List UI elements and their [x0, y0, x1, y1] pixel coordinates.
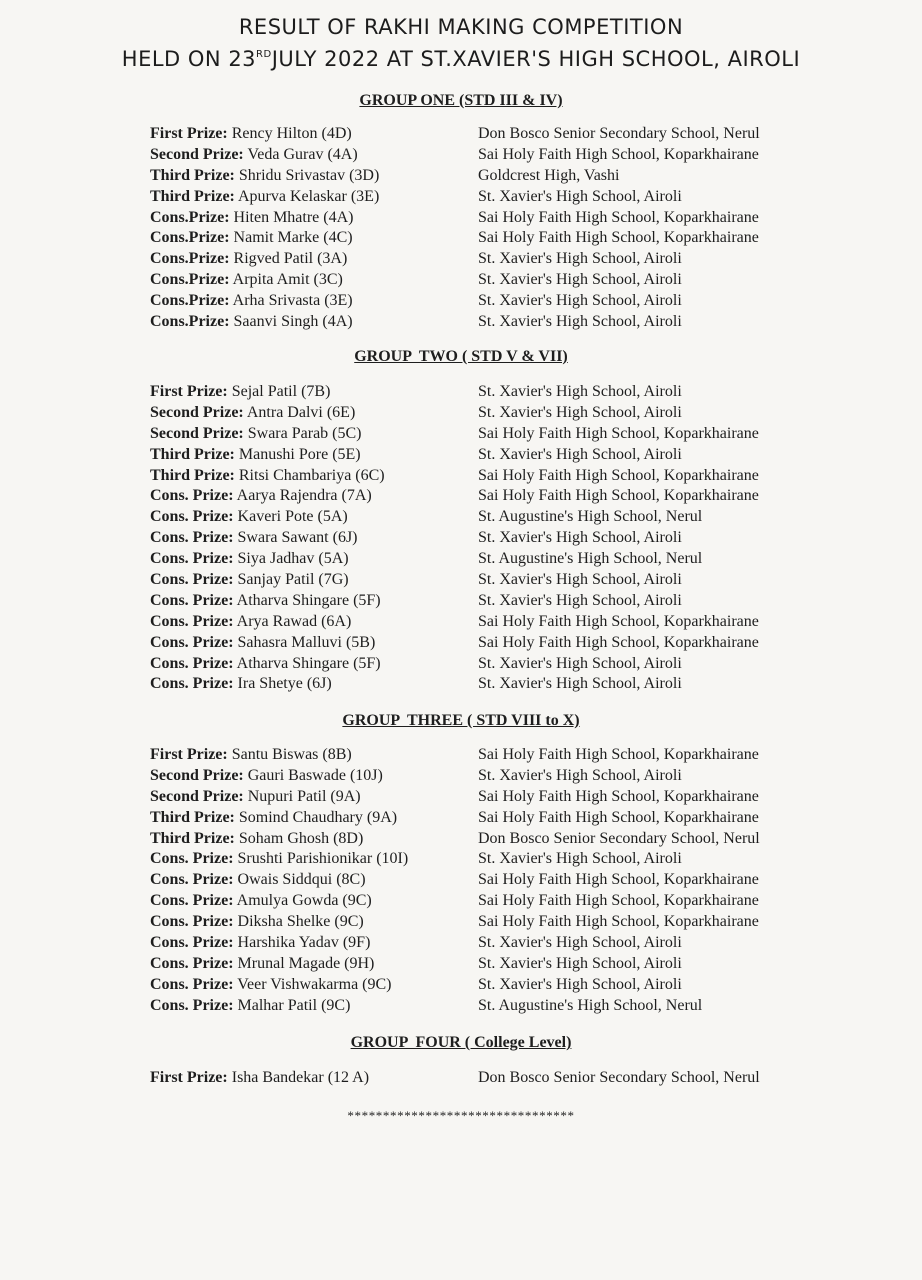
prize-label: Cons. Prize:: [150, 850, 234, 868]
result-row: [0, 870, 922, 891]
school-name: Sai Holy Faith High School, Koparkhairane: [478, 424, 759, 442]
prize-label: Cons. Prize:: [150, 550, 234, 568]
result-row: [0, 933, 922, 954]
result-row: [0, 291, 922, 312]
school-name: St. Xavier's High School, Airoli: [478, 271, 682, 289]
winner: [150, 486, 372, 507]
school-name: Sai Holy Faith High School, Koparkhairane: [478, 487, 759, 505]
winner: [150, 228, 353, 249]
school-name: St. Xavier's High School, Airoli: [478, 383, 682, 400]
group-one-heading: GROUP ONE (STD III & IV): [359, 92, 563, 109]
winner-name: Kaveri Pote (5A): [237, 508, 348, 526]
winner-name: Somind Chaudhary (9A): [238, 808, 398, 826]
winner-name: Owais Siddqui (8C): [237, 871, 366, 889]
winner-name: Rigved Patil (3A): [233, 250, 348, 268]
winner-name: Rency Hilton (4D): [231, 125, 352, 142]
result-row: [0, 745, 922, 766]
winner: [150, 870, 366, 891]
winner: [150, 849, 408, 870]
winner-name: Soham Ghosh (8D): [238, 829, 364, 847]
winner-name: Diksha Shelke (9C): [237, 913, 364, 931]
winner: [150, 187, 379, 208]
group-three-list: [0, 745, 922, 1017]
group-four-list: [0, 1068, 922, 1089]
group-three-heading: GROUP THREE ( STD VIII to X): [342, 712, 580, 729]
winner: [150, 674, 332, 695]
winner: [150, 829, 363, 850]
winner: [150, 912, 364, 933]
result-row: [0, 549, 922, 570]
result-row: [0, 270, 922, 291]
title-line-2-suffix: JULY 2022 AT ST.XAVIER'S HIGH SCHOOL, AIROLI: [271, 47, 801, 71]
prize-label: First Prize:: [150, 1069, 228, 1086]
prize-label: Cons. Prize:: [150, 571, 234, 589]
school-name: St. Xavier's High School, Airoli: [478, 934, 682, 952]
winner: [150, 745, 352, 766]
prize-label: Third Prize:: [150, 808, 235, 826]
winner-name: Sejal Patil (7B): [231, 383, 331, 400]
school-name: St. Xavier's High School, Airoli: [478, 766, 682, 784]
result-row: [0, 166, 922, 187]
prize-label: First Prize:: [150, 125, 228, 142]
title-line-2: [0, 47, 922, 71]
school-name: Don Bosco Senior Secondary School, Nerul: [478, 1069, 760, 1086]
winner-name: Arha Srivasta (3E): [232, 292, 353, 310]
prize-label: Cons. Prize:: [150, 633, 234, 651]
winner-name: Harshika Yadav (9F): [237, 934, 371, 952]
result-row: [0, 208, 922, 229]
winner: [150, 549, 349, 570]
result-row: [0, 591, 922, 612]
result-row: [0, 912, 922, 933]
winner: [150, 808, 397, 829]
result-row: [0, 424, 922, 445]
result-row: [0, 528, 922, 549]
title-line-1: RESULT OF RAKHI MAKING COMPETITION: [238, 15, 684, 39]
winner: [150, 591, 381, 612]
prize-label: Second Prize:: [150, 403, 244, 421]
footer-stars: ********************************: [347, 1108, 575, 1123]
result-row: [0, 849, 922, 870]
winner-name: Siya Jadhav (5A): [237, 550, 349, 568]
winner-name: Ritsi Chambariya (6C): [238, 466, 385, 484]
prize-label: Cons. Prize:: [150, 591, 234, 609]
winner: [150, 891, 372, 912]
winner: [150, 312, 353, 333]
school-name: Sai Holy Faith High School, Koparkhairane: [478, 913, 759, 931]
result-row: [0, 808, 922, 829]
winner: [150, 787, 361, 808]
school-name: St. Xavier's High School, Airoli: [478, 654, 682, 672]
result-row: [0, 674, 922, 695]
title-date-suffix: RD: [256, 49, 272, 60]
prize-label: Cons. Prize:: [150, 996, 234, 1014]
group-four-heading: GROUP FOUR ( College Level): [350, 1034, 572, 1051]
winner-name: Nupuri Patil (9A): [247, 787, 361, 805]
winner-name: Veer Vishwakarma (9C): [237, 975, 392, 993]
prize-label: Cons. Prize:: [150, 934, 234, 952]
winner: [150, 954, 374, 975]
prize-label: Cons. Prize:: [150, 975, 234, 993]
winner-name: Atharva Shingare (5F): [236, 654, 381, 672]
school-name: Sai Holy Faith High School, Koparkhairane: [478, 229, 759, 247]
result-row: [0, 954, 922, 975]
winner-name: Mrunal Magade (9H): [237, 954, 375, 972]
prize-label: Cons. Prize:: [150, 508, 234, 526]
school-name: St. Xavier's High School, Airoli: [478, 187, 682, 205]
school-name: St. Xavier's High School, Airoli: [478, 975, 682, 993]
school-name: St. Xavier's High School, Airoli: [478, 954, 682, 972]
winner-name: Ira Shetye (6J): [237, 675, 332, 693]
school-name: Sai Holy Faith High School, Koparkhairane: [478, 208, 759, 226]
prize-label: Second Prize:: [150, 145, 244, 163]
result-row: [0, 1068, 922, 1089]
prize-label: First Prize:: [150, 746, 228, 763]
result-row: [0, 507, 922, 528]
school-name: St. Xavier's High School, Airoli: [478, 313, 682, 331]
prize-label: Third Prize:: [150, 166, 235, 184]
winner-name: Shridu Srivastav (3D): [238, 166, 380, 184]
prize-label: Cons. Prize:: [150, 529, 234, 547]
result-row: [0, 228, 922, 249]
winner: [150, 270, 343, 291]
result-row: [0, 403, 922, 424]
prize-label: Cons. Prize:: [150, 913, 234, 931]
winner: [150, 996, 350, 1017]
result-row: [0, 996, 922, 1017]
prize-label: Cons. Prize:: [150, 612, 234, 630]
result-row: [0, 570, 922, 591]
prize-label: Third Prize:: [150, 445, 235, 463]
prize-label: Cons.Prize:: [150, 292, 230, 310]
result-row: [0, 766, 922, 787]
school-name: St. Augustine's High School, Nerul: [478, 508, 703, 526]
result-row: [0, 787, 922, 808]
school-name: St. Xavier's High School, Airoli: [478, 529, 682, 547]
result-row: [0, 445, 922, 466]
prize-label: Second Prize:: [150, 424, 244, 442]
winner: [150, 166, 379, 187]
winner: [150, 445, 361, 466]
result-row: [0, 654, 922, 675]
result-row: [0, 312, 922, 333]
prize-label: Third Prize:: [150, 466, 235, 484]
winner-name: Srushti Parishionikar (10I): [237, 850, 409, 868]
school-name: Sai Holy Faith High School, Koparkhairane: [478, 145, 759, 163]
result-row: [0, 486, 922, 507]
prize-label: Cons. Prize:: [150, 675, 234, 693]
school-name: St. Xavier's High School, Airoli: [478, 591, 682, 609]
winner-name: Isha Bandekar (12 A): [231, 1069, 370, 1086]
winner: [150, 424, 362, 445]
winner: [150, 145, 358, 166]
winner-name: Swara Sawant (6J): [237, 529, 358, 547]
prize-label: Cons.Prize:: [150, 271, 230, 289]
winner-name: Santu Biswas (8B): [231, 746, 352, 763]
winner-name: Amulya Gowda (9C): [236, 892, 372, 910]
winner-name: Sahasra Malluvi (5B): [237, 633, 376, 651]
winner-name: Atharva Shingare (5F): [236, 591, 381, 609]
winner: [150, 975, 392, 996]
school-name: St. Xavier's High School, Airoli: [478, 250, 682, 268]
school-name: Sai Holy Faith High School, Koparkhairane: [478, 871, 759, 889]
school-name: St. Xavier's High School, Airoli: [478, 445, 682, 463]
school-name: Sai Holy Faith High School, Koparkhairane: [478, 466, 759, 484]
school-name: Sai Holy Faith High School, Koparkhairane: [478, 787, 759, 805]
winner-name: Arpita Amit (3C): [232, 271, 343, 289]
winner-name: Arya Rawad (6A): [236, 612, 352, 630]
school-name: Sai Holy Faith High School, Koparkhairane: [478, 633, 759, 651]
prize-label: Cons.Prize:: [150, 208, 230, 226]
school-name: Sai Holy Faith High School, Koparkhairane: [478, 746, 759, 763]
winner: [150, 633, 375, 654]
prize-label: Cons.Prize:: [150, 229, 230, 247]
prize-label: Second Prize:: [150, 766, 244, 784]
winner-name: Saanvi Singh (4A): [233, 313, 353, 331]
winner-name: Manushi Pore (5E): [238, 445, 361, 463]
winner: [150, 382, 330, 403]
winner: [150, 528, 358, 549]
result-row: [0, 382, 922, 403]
result-row: [0, 249, 922, 270]
winner-name: Hiten Mhatre (4A): [233, 208, 354, 226]
result-row: [0, 829, 922, 850]
winner: [150, 507, 348, 528]
prize-label: Cons. Prize:: [150, 954, 234, 972]
school-name: Sai Holy Faith High School, Koparkhairane: [478, 612, 759, 630]
prize-label: Cons.Prize:: [150, 250, 230, 268]
result-row: [0, 145, 922, 166]
prize-label: Second Prize:: [150, 787, 244, 805]
winner: [150, 403, 355, 424]
winner-name: Swara Parab (5C): [247, 424, 362, 442]
winner: [150, 766, 383, 787]
winner: [150, 124, 352, 145]
school-name: St. Augustine's High School, Nerul: [478, 550, 703, 568]
winner: [150, 612, 351, 633]
prize-label: Cons. Prize:: [150, 487, 234, 505]
prize-label: Cons. Prize:: [150, 654, 234, 672]
school-name: St. Xavier's High School, Airoli: [478, 850, 682, 868]
prize-label: Third Prize:: [150, 829, 235, 847]
winner: [150, 570, 349, 591]
winner-name: Malhar Patil (9C): [237, 996, 351, 1014]
winner-name: Sanjay Patil (7G): [237, 571, 349, 589]
winner: [150, 933, 370, 954]
winner-name: Veda Gurav (4A): [247, 145, 358, 163]
winner-name: Namit Marke (4C): [233, 229, 353, 247]
title-line-2-prefix: HELD ON 23: [121, 47, 257, 71]
school-name: St. Augustine's High School, Nerul: [478, 996, 703, 1014]
result-row: [0, 466, 922, 487]
result-row: [0, 633, 922, 654]
result-row: [0, 612, 922, 633]
winner: [150, 291, 353, 312]
winner: [150, 208, 354, 229]
winner-name: Aarya Rajendra (7A): [236, 487, 372, 505]
result-row: [0, 187, 922, 208]
school-name: Don Bosco Senior Secondary School, Nerul: [478, 125, 760, 142]
school-name: St. Xavier's High School, Airoli: [478, 571, 682, 589]
group-one-list: [0, 124, 922, 333]
school-name: Sai Holy Faith High School, Koparkhairane: [478, 808, 759, 826]
prize-label: Cons. Prize:: [150, 871, 234, 889]
winner: [150, 466, 385, 487]
group-two-heading: GROUP TWO ( STD V & VII): [354, 348, 568, 365]
school-name: Goldcrest High, Vashi: [478, 166, 620, 184]
school-name: Sai Holy Faith High School, Koparkhairane: [478, 892, 759, 910]
winner-name: Antra Dalvi (6E): [246, 403, 356, 421]
winner: [150, 1068, 369, 1089]
winner-name: Apurva Kelaskar (3E): [238, 187, 380, 205]
school-name: St. Xavier's High School, Airoli: [478, 675, 682, 693]
result-row: [0, 124, 922, 145]
winner-name: Gauri Baswade (10J): [247, 766, 383, 784]
prize-label: Third Prize:: [150, 187, 235, 205]
result-row: [0, 891, 922, 912]
group-two-list: [0, 382, 922, 695]
school-name: St. Xavier's High School, Airoli: [478, 292, 682, 310]
prize-label: First Prize:: [150, 383, 228, 400]
prize-label: Cons.Prize:: [150, 313, 230, 331]
school-name: St. Xavier's High School, Airoli: [478, 403, 682, 421]
winner: [150, 654, 381, 675]
result-row: [0, 975, 922, 996]
school-name: Don Bosco Senior Secondary School, Nerul: [478, 829, 760, 847]
winner: [150, 249, 347, 270]
prize-label: Cons. Prize:: [150, 892, 234, 910]
